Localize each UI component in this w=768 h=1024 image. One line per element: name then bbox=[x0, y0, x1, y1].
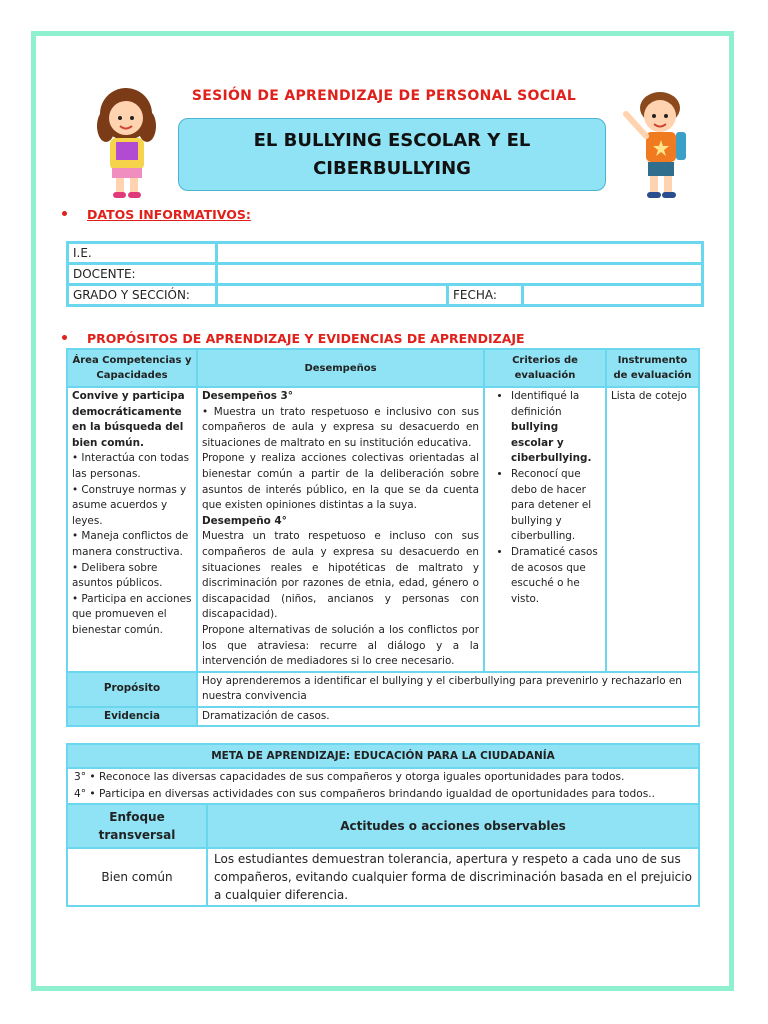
datos-heading bbox=[62, 207, 251, 222]
enfoque-header: Enfoque transversal bbox=[67, 804, 207, 848]
fecha-label: FECHA: bbox=[448, 285, 523, 306]
desempenos-cell bbox=[197, 387, 484, 672]
propositos-table bbox=[66, 348, 700, 727]
actitudes-value: Los estudiantes demuestran tolerancia, apertura y respeto a cada uno de sus compañeros, evitando cualquier forma de discriminación basada en el prejuicio a cualquier diferencia. bbox=[207, 848, 699, 906]
proposito-text: Hoy aprenderemos a identificar el bullying y el ciberbullying para prevenirlo y rechazarlo en nuestra convivencia bbox=[197, 672, 699, 707]
header-desempenos: Desempeños bbox=[197, 349, 484, 387]
desempeno-3-item: • Muestra un trato respetuoso e inclusivo con sus compañeros de aula y expresa su desacuerdo en situaciones de maltrato en su institución educativa. bbox=[202, 405, 479, 449]
header-criterios: Criterios de evaluación bbox=[484, 349, 606, 387]
grado-label: GRADO Y SECCIÓN: bbox=[68, 285, 217, 306]
datos-table bbox=[66, 241, 704, 307]
evidencia-text: Dramatización de casos. bbox=[197, 707, 699, 727]
meta-table bbox=[66, 743, 700, 907]
header-instrumento: Instrumento de evaluación bbox=[606, 349, 699, 387]
docente-label: DOCENTE: bbox=[68, 264, 217, 285]
bullet-icon bbox=[62, 335, 67, 340]
proposito-label: Propósito bbox=[67, 672, 197, 707]
instrumento-cell: Lista de cotejo bbox=[606, 387, 699, 672]
desempeno-3-item: Propone y realiza acciones colectivas orientadas al bienestar común a partir de la deliberación sobre asuntos de interés público, en la que se da cuenta que existen opiniones distintas a la suya. bbox=[202, 452, 479, 512]
ie-label: I.E. bbox=[68, 243, 217, 264]
capacidad-item: • Delibera sobre asuntos públicos. bbox=[72, 561, 163, 590]
enfoque-value: Bien común bbox=[67, 848, 207, 906]
datos-heading-text: DATOS INFORMATIVOS: bbox=[87, 207, 251, 222]
fecha-value-field[interactable] bbox=[523, 285, 703, 306]
criterio-item: • Reconocí que debo de hacer para detener el bullying y ciberbulling. bbox=[511, 467, 601, 545]
criterio-item: • Dramaticé casos de acosos que escuché o he visto. bbox=[511, 545, 601, 607]
title-banner bbox=[178, 118, 606, 191]
header-area: Área Competencias y Capacidades bbox=[67, 349, 197, 387]
area-cell bbox=[67, 387, 197, 672]
desempeno-4-title: Desempeño 4° bbox=[202, 514, 287, 527]
capacidad-item: • Participa en acciones que promueven el bienestar común. bbox=[72, 592, 192, 636]
criterio-text: Identifiqué la definición bbox=[511, 390, 580, 418]
desempeno-4-item: Muestra un trato respetuoso e incluso con sus compañeros de aula y expresa su desacuerdo en situaciones reales e hipotéticas de maltrato y discriminación por razones de etnia, edad, género o discapacidad (niños, ancianos y personas con discapacidad). bbox=[202, 530, 479, 621]
propositos-heading bbox=[62, 331, 525, 346]
desempeno-3-title: Desempeños 3° bbox=[202, 390, 293, 402]
meta-line-3: 3° • Reconoce las diversas capacidades de sus compañeros y otorga iguales oportunidades para todos. bbox=[74, 771, 625, 783]
capacidad-item: • Maneja conflictos de manera constructiva. bbox=[72, 530, 189, 558]
meta-line-4: 4° • Participa en diversas actividades con sus compañeros brindando igualdad de oportunidades para todos.. bbox=[74, 788, 655, 800]
competencia-text: Convive y participa democráticamente en la búsqueda del bien común. bbox=[72, 390, 185, 449]
propositos-heading-text: PROPÓSITOS DE APRENDIZAJE Y EVIDENCIAS DE APRENDIZAJE bbox=[87, 331, 525, 346]
grado-value-field[interactable] bbox=[217, 285, 448, 306]
docente-value-field[interactable] bbox=[217, 264, 703, 285]
criterio-item bbox=[511, 389, 601, 467]
criterios-list bbox=[489, 389, 601, 607]
capacidad-item: • Construye normas y asume acuerdos y leyes. bbox=[72, 483, 187, 527]
document-title: SESIÓN DE APRENDIZAJE DE PERSONAL SOCIAL bbox=[191, 88, 577, 104]
banner-title: EL BULLYING ESCOLAR Y EL CIBERBULLYING bbox=[253, 129, 531, 179]
ie-value-field[interactable] bbox=[217, 243, 703, 264]
meta-lines bbox=[67, 768, 699, 804]
criterios-cell bbox=[484, 387, 606, 672]
actitudes-header: Actitudes o acciones observables bbox=[207, 804, 699, 848]
evidencia-label: Evidencia bbox=[67, 707, 197, 727]
criterio-bold-text: bullying escolar y ciberbullying. bbox=[511, 421, 592, 465]
desempeno-4-item: Propone alternativas de solución a los conflictos por los que atraviesa: recurre al diálogo y a la intervención de mediadores si lo cree necesario. bbox=[202, 623, 479, 668]
bullet-icon bbox=[62, 211, 67, 216]
meta-heading: META DE APRENDIZAJE: EDUCACIÓN PARA LA CIUDADANÍA bbox=[67, 744, 699, 768]
capacidad-item: • Interactúa con todas las personas. bbox=[72, 452, 189, 480]
